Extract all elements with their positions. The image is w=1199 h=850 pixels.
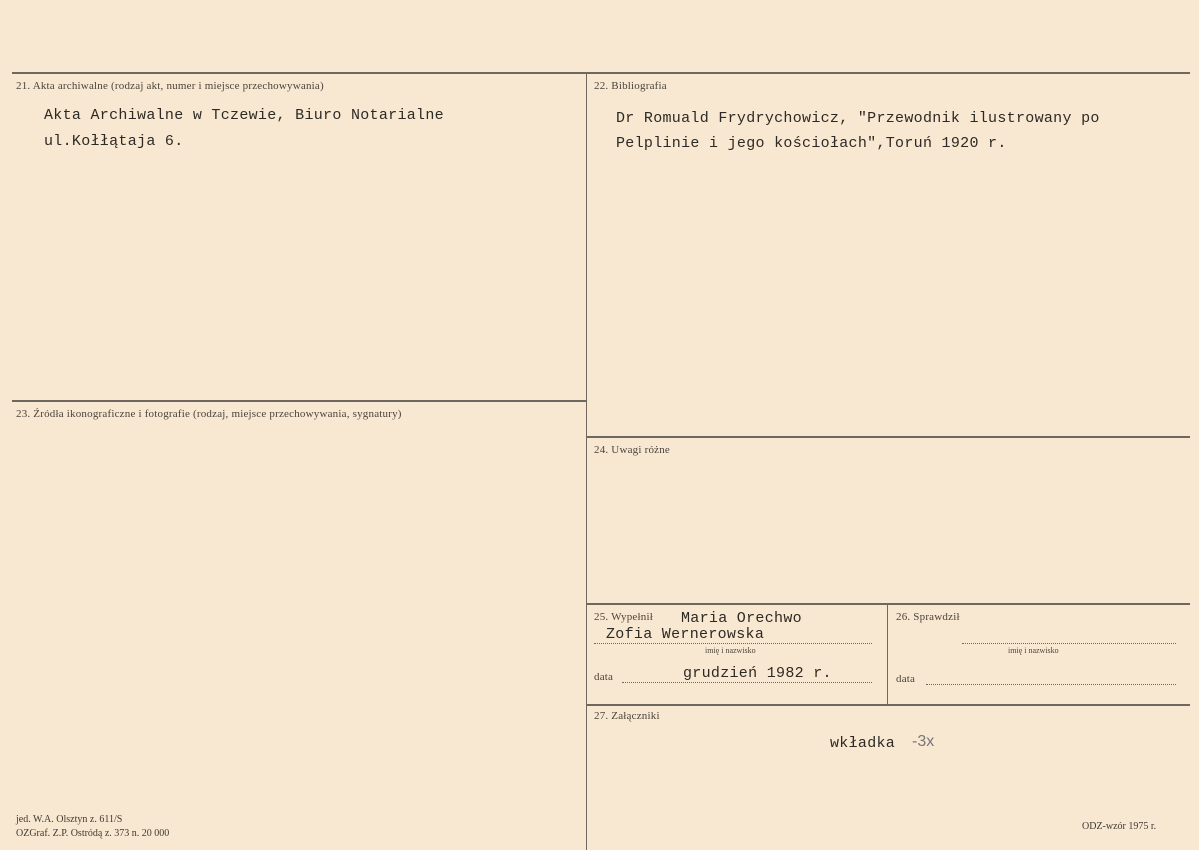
section-26-date-dotline bbox=[926, 684, 1176, 685]
section-23-label: 23. Źródła ikonograficzne i fotografie (rodzaj, miejsce przechowywania, sygnatury) bbox=[16, 408, 402, 420]
section-25-label: 25. Wypełnił bbox=[594, 611, 653, 623]
divider-25-26 bbox=[887, 604, 888, 704]
rule-24-25 bbox=[587, 603, 1190, 605]
section-26-caption: imię i nazwisko bbox=[1008, 646, 1059, 655]
center-divider bbox=[586, 73, 587, 850]
section-22-line-2: Pelplinie i jego kościołach",Toruń 1920 r. bbox=[616, 135, 1007, 152]
section-25-date-value: grudzień 1982 r. bbox=[683, 665, 832, 682]
section-21-line-1: Akta Archiwalne w Tczewie, Biuro Notarialne bbox=[44, 107, 444, 124]
rule-21-23 bbox=[12, 400, 586, 402]
section-25-date-dotline bbox=[622, 682, 872, 683]
rule-22-24 bbox=[587, 436, 1190, 438]
section-24-label: 24. Uwagi różne bbox=[594, 444, 671, 456]
section-25-date-label: data bbox=[594, 671, 614, 683]
section-21-line-2: ul.Kołłątaja 6. bbox=[44, 133, 184, 150]
footer-left-line-2: OZGraf. Z.P. Ostródą z. 373 n. 20 000 bbox=[16, 828, 170, 839]
section-25-caption: imię i nazwisko bbox=[705, 646, 756, 655]
section-27-label: 27. Załączniki bbox=[594, 710, 660, 722]
section-26-label: 26. Sprawdził bbox=[896, 611, 960, 623]
section-25-name-dotline bbox=[594, 643, 872, 644]
section-22-line-1: Dr Romuald Frydrychowicz, "Przewodnik ilustrowany po bbox=[616, 110, 1100, 127]
section-25-name-1: Maria Orechwo bbox=[681, 610, 802, 627]
footer-right: ODZ-wzór 1975 r. bbox=[1082, 821, 1157, 832]
section-22-label: 22. Bibliografia bbox=[594, 80, 667, 92]
section-26-date-label: data bbox=[896, 673, 916, 685]
top-rule bbox=[12, 72, 1190, 74]
footer-left-line-1: jed. W.A. Olsztyn z. 611/S bbox=[16, 814, 123, 825]
section-21-label: 21. Akta archiwalne (rodzaj akt, numer i miejsce przechowywania) bbox=[16, 80, 324, 92]
section-27-value: wkładka bbox=[830, 735, 896, 752]
rule-25-27 bbox=[587, 704, 1190, 706]
section-26-name-dotline bbox=[962, 643, 1176, 644]
section-25-name-2: Zofia Wernerowska bbox=[606, 626, 765, 643]
section-27-handwritten: -3x bbox=[912, 733, 935, 750]
